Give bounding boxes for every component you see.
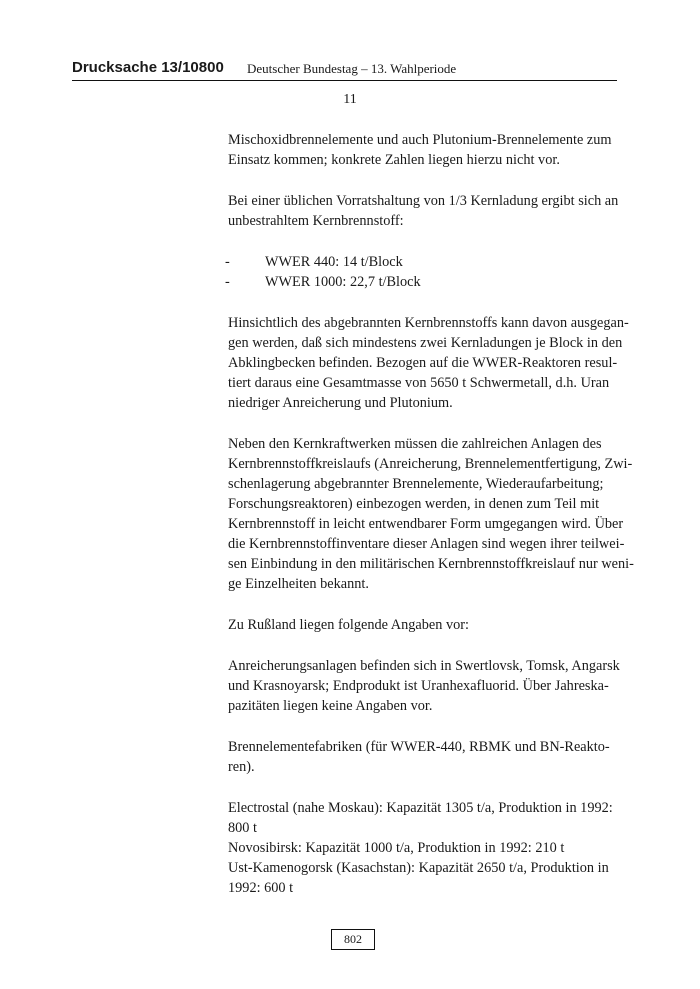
paragraph-3 (228, 313, 629, 413)
text-line: Forschungsreaktoren) einbezogen werden, in denen zum Teil mit (228, 496, 600, 512)
text-line: niedriger Anreicherung und Plutonium. (228, 395, 453, 411)
text-line: gen werden, daß sich mindestens zwei Kernladungen je Block in den (228, 335, 623, 351)
text-line: Einsatz kommen; konkrete Zahlen liegen hierzu nicht vor. (228, 152, 560, 168)
text-line: tiert daraus eine Gesamtmasse von 5650 t Schwermetall, d.h. Uran (228, 375, 610, 391)
parliament-label: Deutscher Bundestag – 13. Wahlperiode (247, 61, 457, 76)
list-item-text: WWER 440: 14 t/Block (265, 254, 403, 270)
text-line: pazitäten liegen keine Angaben vor. (228, 698, 433, 714)
paragraph-2 (228, 191, 619, 231)
text-line: sen Einbindung in den militärischen Kernbrennstoffkreislauf nur weni- (228, 556, 634, 572)
text-line: Mischoxidbrennelemente und auch Plutonium-Brennelemente zum (228, 132, 612, 148)
text-line: schenlagerung abgebrannter Brennelemente, Wiederaufarbeitung; (228, 476, 604, 492)
text-line: Kernbrennstoffkreislaufs (Anreicherung, Brennelementfertigung, Zwi- (228, 456, 633, 472)
text-line: Novosibirsk: Kapazität 1000 t/a, Produktion in 1992: 210 t (228, 840, 565, 856)
text-line: und Krasnoyarsk; Endprodukt ist Uranhexafluorid. Über Jahreska- (228, 678, 609, 694)
dash-marker: - (225, 274, 230, 290)
text-line: Kernbrennstoff in leicht entwendbarer Form umgegangen wird. Über (228, 516, 624, 532)
text-line: Hinsichtlich des abgebrannten Kernbrennstoffs kann davon ausgegan- (228, 315, 629, 331)
list-item-text: WWER 1000: 22,7 t/Block (265, 274, 421, 290)
dash-marker: - (225, 254, 230, 270)
text-line: Electrostal (nahe Moskau): Kapazität 1305 t/a, Produktion in 1992: (228, 800, 613, 816)
text-line: Bei einer üblichen Vorratshaltung von 1/3 Kernladung ergibt sich an (228, 193, 619, 209)
text-line: Neben den Kernkraftwerken müssen die zahlreichen Anlagen des (228, 436, 602, 452)
paragraph-7 (228, 737, 610, 777)
footer-page-number: 802 (331, 929, 375, 950)
text-line: unbestrahltem Kernbrennstoff: (228, 213, 404, 229)
text-line: Brennelementefabriken (für WWER-440, RBMK und BN-Reakto- (228, 739, 610, 755)
page-header (72, 56, 617, 81)
paragraph-8 (228, 798, 613, 898)
paragraph-5 (228, 615, 600, 635)
text-line: ge Einzelheiten bekannt. (228, 576, 369, 592)
page-number: 11 (343, 92, 357, 107)
list-item (225, 252, 600, 272)
text-line: die Kernbrennstoffinventare dieser Anlagen sind wegen ihrer teilwei- (228, 536, 625, 552)
text-line: Anreicherungsanlagen befinden sich in Swertlovsk, Tomsk, Angarsk (228, 658, 620, 674)
paragraph-1 (228, 130, 612, 170)
text-line: 800 t (228, 820, 257, 836)
text-line: 1992: 600 t (228, 880, 294, 896)
bullet-list (225, 252, 600, 292)
list-item (225, 272, 600, 292)
text-line: ren). (228, 759, 255, 775)
paragraph-4 (228, 434, 634, 594)
document-label: Drucksache 13/10800 (72, 59, 224, 76)
text-line: Zu Rußland liegen folgende Angaben vor: (228, 617, 470, 633)
text-line: Ust-Kamenogorsk (Kasachstan): Kapazität 2650 t/a, Produktion in (228, 860, 609, 876)
paragraph-6 (228, 656, 620, 716)
text-line: Abklingbecken befinden. Bezogen auf die WWER-Reaktoren resul- (228, 355, 618, 371)
body-text (225, 130, 634, 898)
